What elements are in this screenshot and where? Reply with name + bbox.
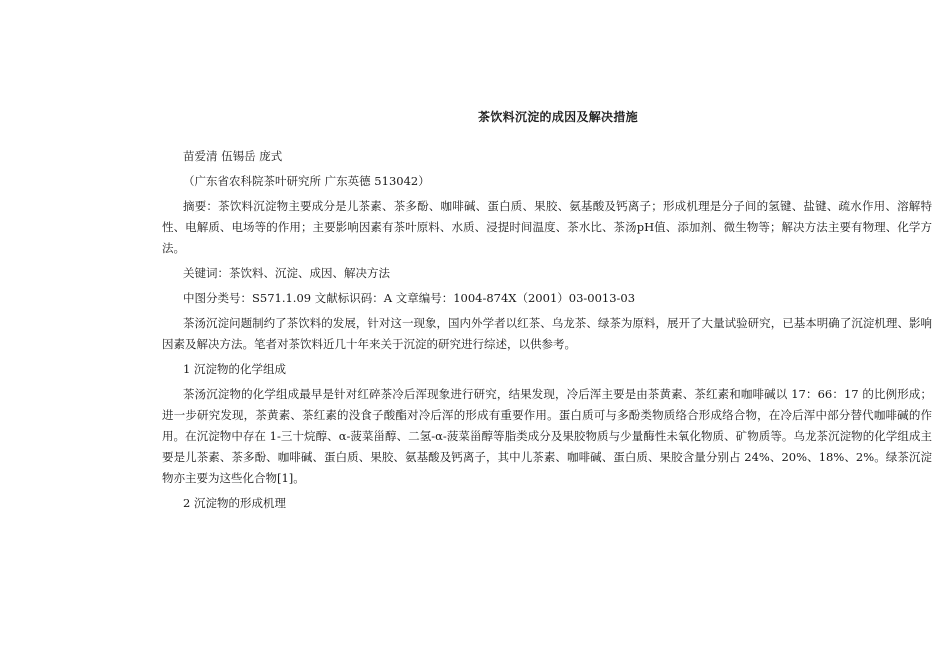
classification-line: 中图分类号：S571.1.09 文献标识码：A 文章编号：1004-874X（2001）03-0013-03 bbox=[183, 291, 636, 305]
abstract-paragraph: 摘要：茶饮料沉淀物主要成分是儿茶素、茶多酚、咖啡碱、蛋白质、果胶、氨基酸及钙离子；形成机理是分子间的氢键、盐键、疏水作用、溶解特性、电解质、电场等的作用；主要影响因素有茶叶原料、水质、浸提时间温度、茶水比、茶汤pH值、添加剂、微生物等；解决方法主要有物理、化学方法。 bbox=[162, 199, 932, 255]
section-1-heading: 1 沉淀物的化学组成 bbox=[183, 362, 286, 376]
affiliation-line: （广东省农科院茶叶研究所 广东英德 513042） bbox=[183, 174, 430, 188]
authors-line: 苗爱清 伍锡岳 庞式 bbox=[183, 149, 283, 163]
section-1-paragraph: 茶汤沉淀物的化学组成最早是针对红碎茶冷后浑现象进行研究，结果发现，冷后浑主要是由茶黄素、茶红素和咖啡碱以 17：66：17 的比例形成；进一步研究发现，茶黄素、茶红素的没食子酸酯对冷后浑的形成有重要作用。蛋白质可与多酚类物质络合形成络合物，在冷后浑中部分替代咖啡碱的作用。在沉淀物中存在 1-三十烷醇、α-菠菜甾醇、二氢-α-菠菜甾醇等脂类成分及果胶物质与少量酶性未氧化物质、矿物质等。乌龙茶沉淀物的化学组成主要是儿茶素、茶多酚、咖啡碱、蛋白质、果胶、氨基酸及钙离子，其中儿茶素、咖啡碱、蛋白质、果胶含量分别占 24%、20%、18%、2%。绿茶沉淀物亦主要为这些化合物[1]。 bbox=[162, 387, 932, 485]
section-2-heading: 2 沉淀物的形成机理 bbox=[183, 496, 286, 510]
paper-title: 茶饮料沉淀的成因及解决措施 bbox=[478, 110, 638, 124]
intro-paragraph: 茶汤沉淀问题制约了茶饮料的发展，针对这一现象，国内外学者以红茶、乌龙茶、绿茶为原料，展开了大量试验研究，已基本明确了沉淀机理、影响因素及解决方法。笔者对茶饮料近几十年来关于沉淀的研究进行综述，以供参考。 bbox=[162, 316, 932, 351]
keywords-line: 关键词：茶饮料、沉淀、成因、解决方法 bbox=[183, 266, 390, 280]
paper-body bbox=[162, 146, 932, 518]
